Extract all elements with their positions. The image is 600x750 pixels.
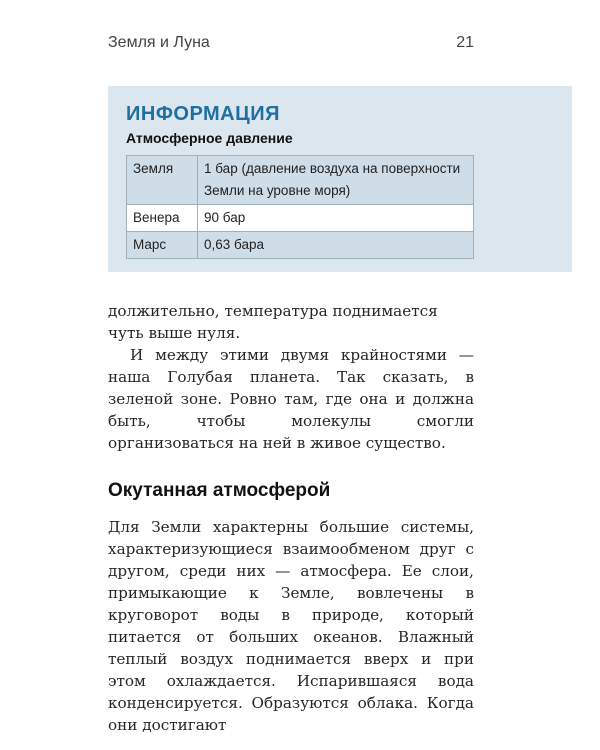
info-box-subtitle: Атмосферное давление (126, 130, 293, 146)
planet-cell: Земля (127, 156, 198, 205)
section-text (108, 516, 474, 736)
planet-cell: Венера (127, 205, 198, 232)
continuation-text (108, 300, 474, 454)
info-box-title: ИНФОРМАЦИЯ (126, 103, 280, 125)
pressure-cell: 1 бар (давление воздуха на поверхности Земли на уровне моря) (198, 156, 474, 205)
pressure-cell: 0,63 бара (198, 232, 474, 259)
pressure-cell: 90 бар (198, 205, 474, 232)
page-header (108, 34, 474, 52)
paragraph: должительно, температура поднимается чуть выше нуля. (108, 302, 438, 342)
table-row (127, 156, 474, 205)
planet-cell: Марс (127, 232, 198, 259)
running-title: Земля и Луна (108, 34, 210, 51)
pressure-table (126, 155, 474, 259)
section-heading: Окутанная атмосферой (108, 480, 331, 501)
paragraph: И между этими двумя крайностями — наша Голубая планета. Так сказать, в зеленой зоне. Ровно там, где она и должна быть, чтобы молекулы смогли организоваться на ней в живое существо. (108, 346, 474, 452)
paragraph: Для Земли характерны большие системы, характеризующиеся взаимообменом друг с другом, среди них — атмосфера. Ее слои, примыкающие к Земле, вовлечены в круговорот воды в природе, который питается от больших океанов. Влажный теплый воздух поднимается вверх и при этом охлаждается. Испарившаяся вода конденсируется. Образуются облака. Когда они достигают (108, 518, 474, 734)
table-row (127, 205, 474, 232)
table-row (127, 232, 474, 259)
page-number: 21 (456, 34, 474, 51)
info-box (108, 86, 572, 272)
